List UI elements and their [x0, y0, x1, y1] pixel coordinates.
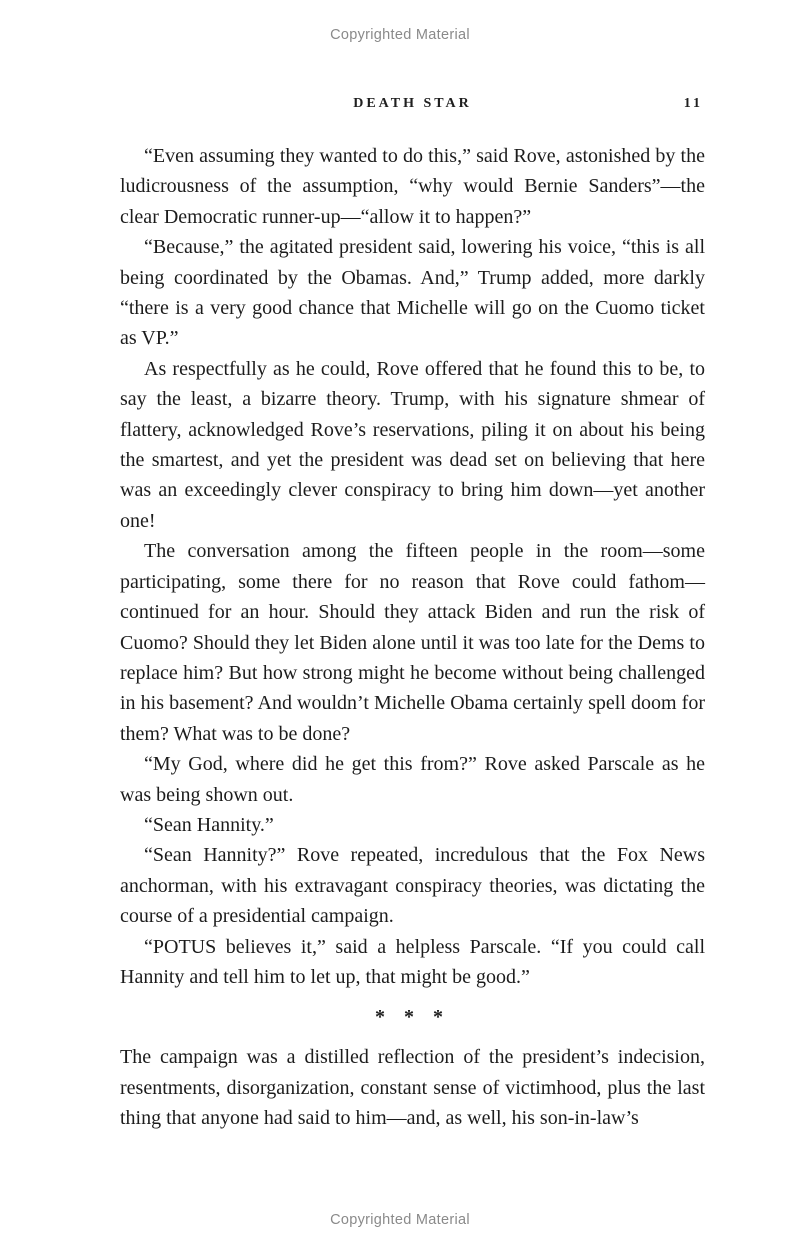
paragraph: “POTUS believes it,” said a helpless Parscale. “If you could call Hannity and tell him to let up, that might be good.”: [120, 935, 705, 988]
paragraph: “Because,” the agitated president said, lowering his voice, “this is all being coordinated by the Obamas. And,” Trump added, more darkly “there is a very good chance that Michelle will go on the Cuomo ticket as VP.”: [120, 236, 705, 350]
paragraph: “Even assuming they wanted to do this,” said Rove, astonished by the ludicrousness of the assumption, “why would Bernie Sanders”—the clear Democratic runner-up—“allow it to happen?”: [120, 145, 705, 228]
body-text-block: [120, 141, 705, 1134]
paragraph: As respectfully as he could, Rove offered that he found this to be, to say the least, a bizarre theory. Trump, with his signature shmear of flattery, acknowledged Rove’s reservations, piling it on about his being the smartest, and yet the president was dead set on believing that here was an exceedingly clever conspiracy to bring him down—yet another one!: [120, 357, 705, 532]
page-number: 11: [683, 96, 703, 111]
copyright-notice-bottom: Copyrighted Material: [330, 1212, 470, 1228]
paragraphs-before-break: [120, 141, 705, 992]
paragraph: “Sean Hannity.”: [144, 813, 274, 836]
copyright-notice-top: Copyrighted Material: [330, 27, 470, 43]
paragraph: The campaign was a distilled reflection of the president’s indecision, resentments, disorganization, constant sense of victimhood, plus the last thing that anyone had said to him—and, as well, his son-in-law’s: [120, 1046, 705, 1130]
paragraphs-after-break: [120, 1042, 705, 1133]
section-break: * * *: [375, 1006, 450, 1029]
paragraph: The conversation among the fifteen people in the room—some participating, some there for no reason that Rove could fathom—continued for an hour. Should they attack Biden and run the risk of Cuomo? Should they let Biden alone until it was too late for the Dems to replace him? But how strong might he become without being challenged in his basement? And wouldn’t Michelle Obama certainly spell doom for them? What was to be done?: [120, 540, 705, 745]
paragraph: “Sean Hannity?” Rove repeated, incredulous that the Fox News anchorman, with his extravagant conspiracy theories, was dictating the course of a presidential campaign.: [120, 844, 705, 928]
paragraph: “My God, where did he get this from?” Rove asked Parscale as he was being shown out.: [120, 753, 705, 806]
chapter-title: DEATH STAR: [353, 96, 472, 111]
running-header: [120, 96, 705, 116]
